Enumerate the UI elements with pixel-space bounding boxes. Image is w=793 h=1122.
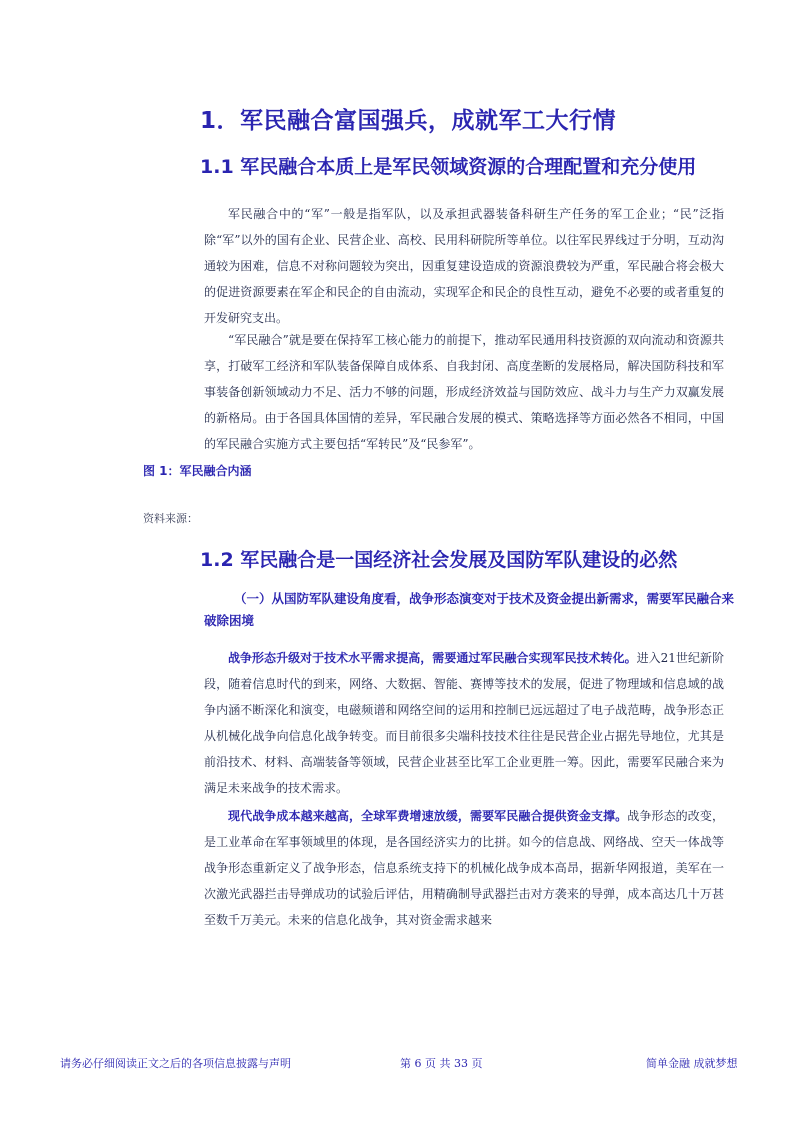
paragraph-lead: 战争形态升级对于技术水平需求提高，需要通过军民融合实现军民技术转化。: [228, 651, 637, 665]
figure-caption: 图 1：军民融合内涵: [143, 464, 252, 478]
body-paragraph: 军民融合中的“军”一般是指军队，以及承担武器装备科研生产任务的军工企业；“民”泛指除“军”以外的国有企业、民营企业、高校、民用科研院所等单位。以往军民界线过于分明，互动沟通较为困难，信息不对称问题较为突出，因重复建设造成的资源浪费较为严重，军民融合将会极大的促进资源要素在军企和民企的自由流动，实现军企和民企的良性互动，避免不必要的或者重复的开发研究支出。: [204, 207, 724, 325]
figure-source: 资料来源：: [143, 512, 198, 525]
footer-page-number: 第 6 页 共 33 页: [400, 1057, 483, 1070]
paragraph-body: 战争形态的改变，是工业革命在军事领域里的体现，是各国经济实力的比拼。如今的信息战、网络战、空天一体战等战争形态重新定义了战争形态，信息系统支持下的机械化战争成本高昂，据新华网报道，美军在一次激光武器拦击导弹成功的试验后评估，用精确制导武器拦击对方袭来的导弹，成本高达几十万甚至数千万美元。未来的信息化战争，其对资金需求越来: [204, 809, 724, 927]
body-paragraph: [204, 645, 724, 801]
section-heading-1-2: 1.2 军民融合是一国经济社会发展及国防军队建设的必然: [200, 549, 678, 571]
body-paragraph: [204, 803, 724, 933]
paragraph-body: 进入21世纪新阶段，随着信息时代的到来，网络、大数据、智能、赛博等技术的发展，促进了物理域和信息域的战争内涵不断深化和演变，电磁频谱和网络空间的运用和控制已远远超过了电子战范畴，战争形态正从机械化战争向信息化战争转变。而目前很多尖端科技技术往往是民营企业占据先导地位，尤其是前沿技术、材料、高端装备等领域，民营企业甚至比军工企业更胜一筹。因此，需要军民融合来为满足未来战争的技术需求。: [204, 651, 724, 795]
footer-disclaimer: 请务必仔细阅读正文之后的各项信息披露与声明: [60, 1057, 291, 1070]
section-heading-1-1: 1.1 军民融合本质上是军民领域资源的合理配置和充分使用: [200, 156, 697, 178]
subsection-heading: （一）从国防军队建设角度看，战争形态演变对于技术及资金提出新需求，需要军民融合来破除困境: [204, 591, 735, 628]
paragraph-lead: 现代战争成本越来越高，全球军费增速放缓，需要军民融合提供资金支撑。: [228, 809, 628, 823]
footer-slogan: 简单金融 成就梦想: [646, 1057, 738, 1070]
chapter-heading: 1．军民融合富国强兵，成就军工大行情: [200, 108, 617, 134]
body-paragraph: “军民融合”就是要在保持军工核心能力的前提下，推动军民通用科技资源的双向流动和资源共享，打破军工经济和军队装备保障自成体系、自我封闭、高度垄断的发展格局，解决国防科技和军事装备创新领域动力不足、活力不够的问题，形成经济效益与国防效应、战斗力与生产力双赢发展的新格局。由于各国具体国情的差异，军民融合发展的模式、策略选择等方面必然各不相同，中国的军民融合实施方式主要包括“军转民”及“民参军”。: [204, 333, 724, 451]
